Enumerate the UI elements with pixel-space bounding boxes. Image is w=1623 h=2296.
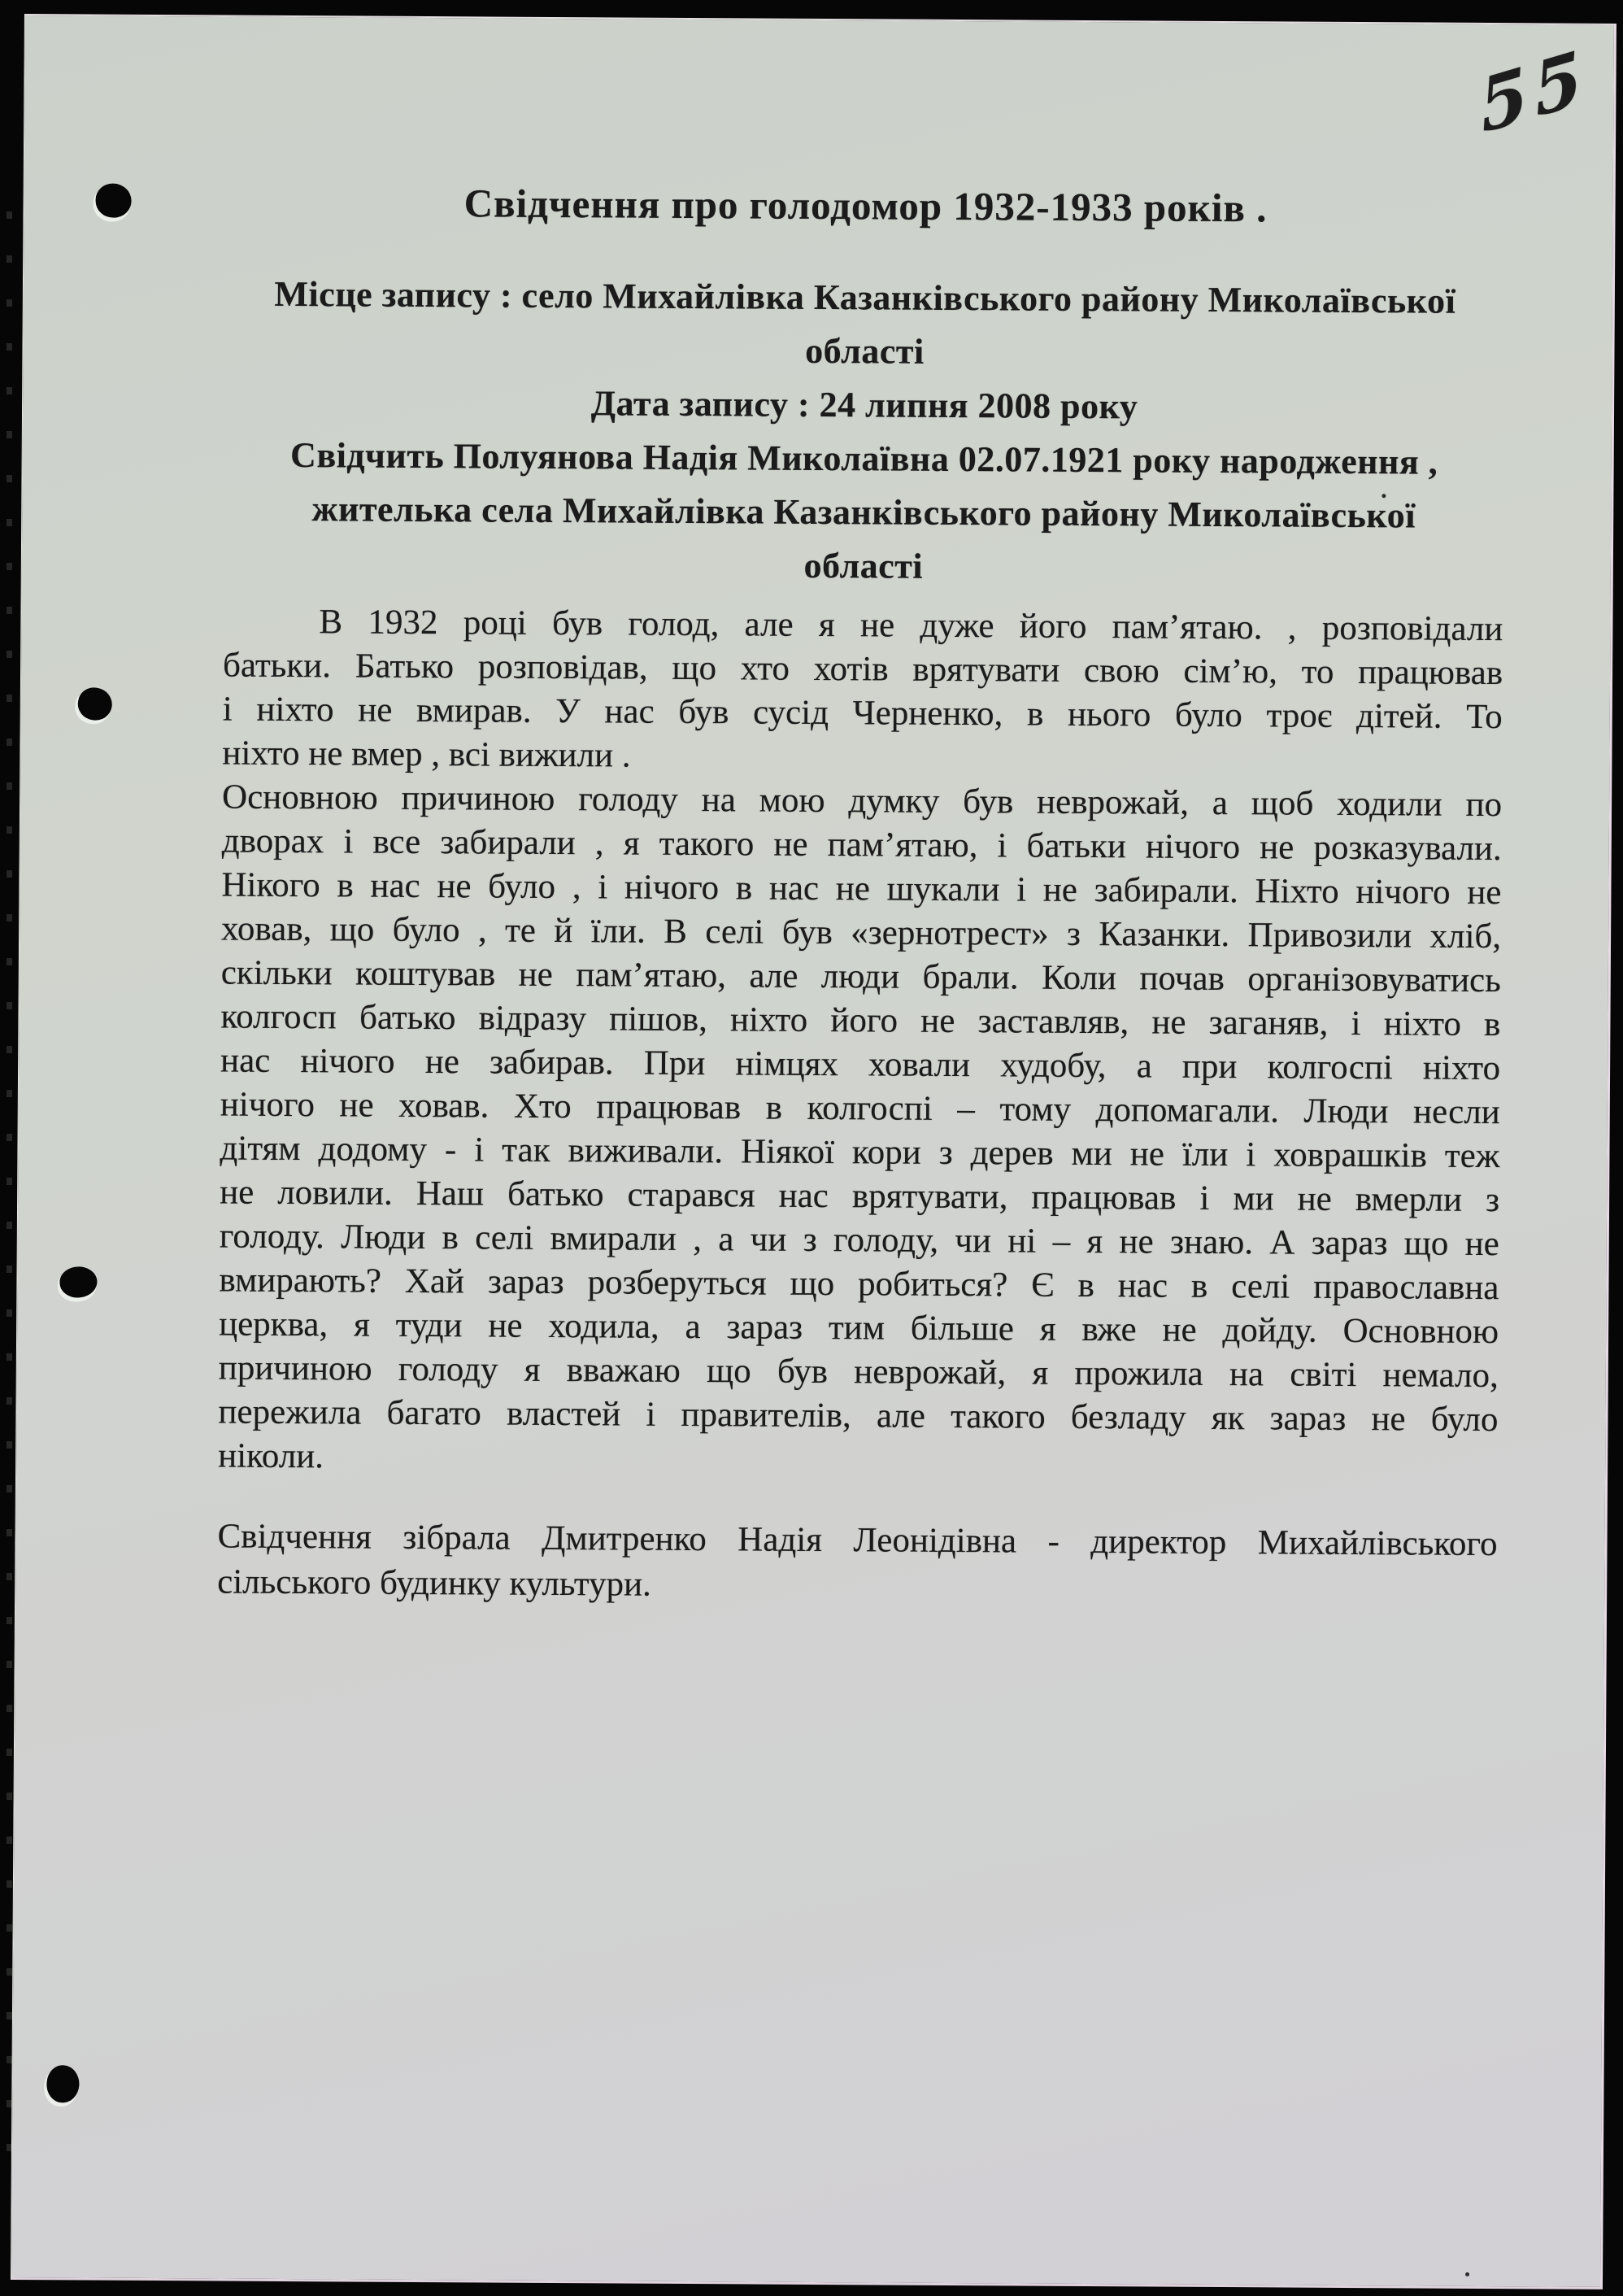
- punch-hole: [95, 184, 131, 218]
- text-line: ніколи.: [218, 1436, 324, 1476]
- text-line: вмирають? Хай зараз розберуться що робиться? Є в нас в селі православна: [219, 1261, 1499, 1308]
- text-line: причиною голоду я вважаю що був неврожай, я прожила на світі немало,: [218, 1348, 1499, 1396]
- text-line: нічого не ховав. Хто працював в колгоспі – тому допомагали. Люди несли: [220, 1085, 1500, 1132]
- text-line: Нікого в нас не було , і нічого в нас не шукали і не забирали. Ніхто нічого не: [221, 865, 1502, 913]
- punch-hole: [46, 2064, 80, 2104]
- text-line: не ловили. Наш батько старався нас врятувати, працював і ми не вмерли з: [220, 1173, 1500, 1220]
- text-line: сільського будинку культури.: [217, 1562, 651, 1604]
- collector-note-block: [217, 1514, 1498, 1613]
- binder-perforation-marks: [7, 211, 12, 2188]
- scan-speck: [1465, 2272, 1469, 2276]
- document-title: Свідчення про голодомор 1932-1933 років .: [463, 181, 1268, 231]
- text-line: церква, я туди не ходила, а зараз тим більше я вже не дойду. Основною: [219, 1305, 1499, 1352]
- testimony-body-block: [218, 600, 1503, 1487]
- text-line: Свідчення зібрала Дмитренко Надія Леонідівна - директор Михайлівського: [217, 1517, 1498, 1564]
- text-line: пережила багато властей і правителів, але такого безладу як зараз не було: [218, 1392, 1499, 1440]
- text-line: скільки коштував не пам’ятаю, але люди брали. Коли почав організовуватись: [220, 953, 1501, 1000]
- punch-hole: [76, 686, 114, 723]
- text-line: батьки. Батько розповідав, що хто хотів врятувати свою сім’ю, то працював: [222, 646, 1503, 693]
- handwritten-page-number: 55: [1474, 32, 1593, 150]
- text-line: дворах і все забирали , я такого не пам’ятаю, і батьки нічого не розказували.: [221, 821, 1502, 869]
- text-line: ніхто не вмер , всі вижили .: [222, 734, 631, 775]
- text-line: Місце запису : село Михайлівка Казанківського району Миколаївської: [274, 273, 1456, 321]
- text-line: області: [805, 330, 925, 372]
- text-line: нас нічого не забирав. При німцях ховали худобу, а при колгоспі ніхто: [220, 1041, 1501, 1088]
- text-line: В 1932 році був голод, але я не дуже його пам’ятаю. , розповідали: [319, 603, 1503, 649]
- text-line: Основною причиною голоду на мою думку був неврожай, а щоб ходили по: [221, 778, 1503, 825]
- text-line: колгосп батько відразу пішов, ніхто його не заставляв, не заганяв, і ніхто в: [220, 997, 1501, 1044]
- text-line: і ніхто не вмирав. У нас був сусід Черненко, в нього було троє дітей. То: [222, 690, 1503, 737]
- text-line: області: [803, 545, 924, 586]
- text-line: голоду. Люди в селі вмирали , а чи з голоду, чи ні – я не знаю. А зараз що не: [219, 1217, 1499, 1264]
- text-line: Дата запису : 24 липня 2008 року: [590, 383, 1138, 427]
- text-line: жителька села Михайлівка Казанківського району Миколаївської: [311, 489, 1416, 536]
- punch-hole: [59, 1265, 99, 1299]
- document-text-column: [217, 178, 1506, 1614]
- text-line: дітям додому - і так виживали. Ніякої кори з дерев ми не їли і ховрашків теж: [220, 1129, 1500, 1176]
- text-line: ховав, що було , те й їли. В селі був «зернотрест» з Казанки. Привозили хліб,: [220, 909, 1502, 956]
- record-header-block: [224, 268, 1505, 598]
- document-page: [11, 14, 1616, 2289]
- text-line: Свідчить Полуянова Надія Миколаївна 02.07.1921 року народження ,: [289, 435, 1438, 482]
